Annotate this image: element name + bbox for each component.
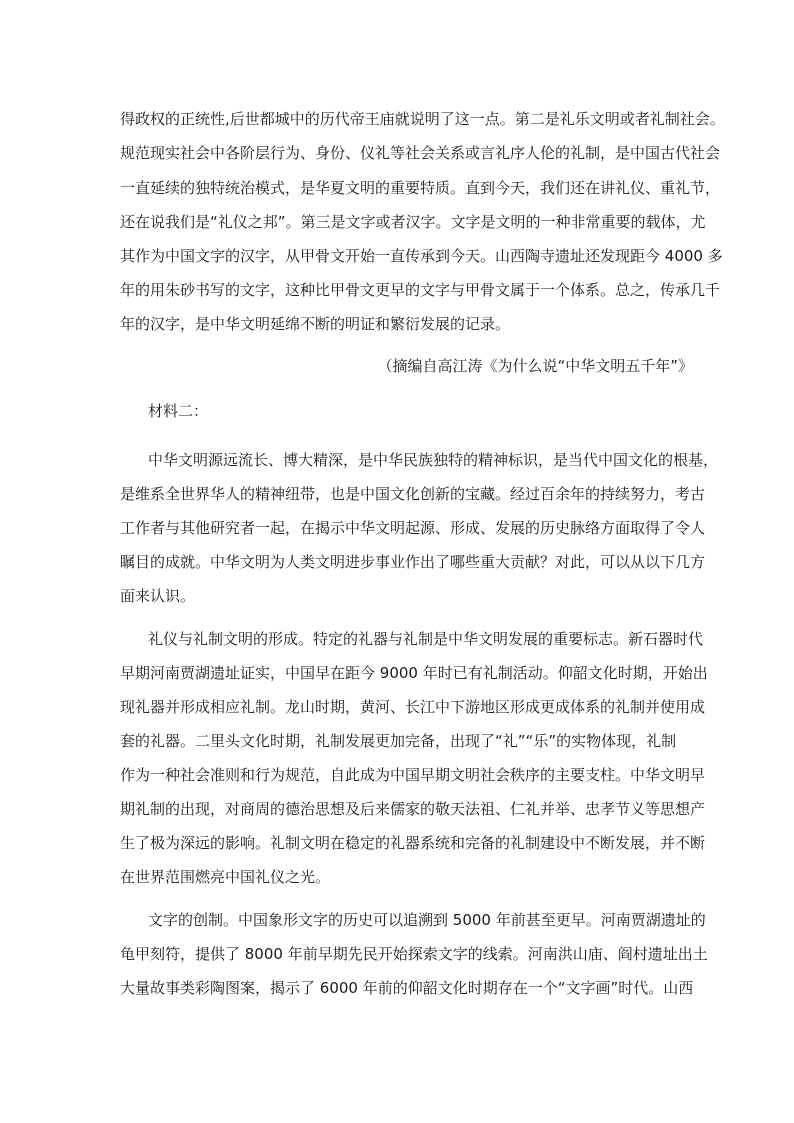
- paragraph-3-line-4: 套的礼器。二里头文化时期，礼制发展更加完备，出现了“礼”“乐”的实物体现，礼制: [120, 732, 677, 750]
- paragraph-3-line-2: 早期河南贾湖遗址证实，中国早在距今 9000 年时已有礼制活动。仰韶文化时期，开始出: [120, 664, 708, 682]
- paragraph-4-line-1: 文字的创制。中国象形文字的历史可以追溯到 5000 年前甚至更早。河南贾湖遗址的: [148, 911, 706, 929]
- material-2-heading: 材料二：: [148, 402, 209, 420]
- paragraph-2-line-1: 中华文明源远流长、博大精深，是中华民族独特的精神标识，是当代中国文化的根基，: [148, 451, 719, 469]
- paragraph-1-line-7: 年的汉字，是中华文明延绵不断的明证和繁衍发展的记录。: [120, 315, 511, 333]
- paragraph-4-line-3: 大量故事类彩陶图案，揭示了 6000 年前的仰韶文化时期存在一个“文字画”时代。山西: [120, 979, 694, 997]
- paragraph-3-line-6: 期礼制的出现，对商周的德治思想及后来儒家的敬天法祖、仁礼并举、忠孝节义等思想产: [120, 800, 706, 818]
- paragraph-2-line-4: 瞩目的成就。中华文明为人类文明进步事业作出了哪些重大贡献？对此，可以从以下几方: [120, 553, 706, 571]
- paragraph-3-line-1: 礼仪与礼制文明的形成。特定的礼器与礼制是中华文明发展的重要标志。新石器时代: [148, 630, 704, 648]
- paragraph-1-line-4: 还在说我们是“礼仪之邦”。第三是文字或者汉字。文字是文明的一种非常重要的载体，尤: [120, 213, 706, 231]
- paragraph-1-line-5: 其作为中国文字的汉字，从甲骨文开始一直传承到今天。山西陶寺遗址还发现距今 4000 多: [120, 247, 723, 265]
- paragraph-2-line-5: 面来认识。: [120, 587, 196, 605]
- paragraph-1-line-3: 一直延续的独特统治模式，是华夏文明的重要特质。直到今天，我们还在讲礼仪、重礼节，: [120, 179, 721, 197]
- paragraph-1-line-1: 得政权的正统性,后世都城中的历代帝王庙就说明了这一点。第二是礼乐文明或者礼制社会。: [120, 110, 725, 128]
- paragraph-2-line-2: 是维系全世界华人的精神纽带，也是中国文化创新的宝藏。经过百余年的持续努力，考古: [120, 485, 706, 503]
- paragraph-3-line-5: 作为一种社会准则和行为规范，自此成为中国早期文明社会秩序的主要支柱。中华文明早: [120, 766, 706, 784]
- source-citation: （摘编自高江涛《为什么说“中华文明五千年”》: [377, 357, 693, 375]
- paragraph-4-line-2: 龟甲刻符，提供了 8000 年前早期先民开始探索文字的线索。河南洪山庙、阎村遗址出土: [120, 945, 708, 963]
- paragraph-3-line-8: 在世界范围燃亮中国礼仪之光。: [120, 868, 331, 886]
- paragraph-3-line-7: 生了极为深远的影响。礼制文明在稳定的礼器系统和完备的礼制建设中不断发展，并不断: [120, 834, 706, 852]
- paragraph-1-line-2: 规范现实社会中各阶层行为、身份、仪礼等社会关系或言礼序人伦的礼制，是中国古代社会: [120, 144, 721, 162]
- paragraph-3-line-3: 现礼器并形成相应礼制。龙山时期，黄河、长江中下游地区形成更成体系的礼制并使用成: [120, 698, 706, 716]
- paragraph-2-line-3: 工作者与其他研究者一起，在揭示中华文明起源、形成、发展的历史脉络方面取得了令人: [120, 519, 706, 537]
- paragraph-1-line-6: 年的用朱砂书写的文字，这种比甲骨文更早的文字与甲骨文属于一个体系。总之，传承几千: [120, 281, 721, 299]
